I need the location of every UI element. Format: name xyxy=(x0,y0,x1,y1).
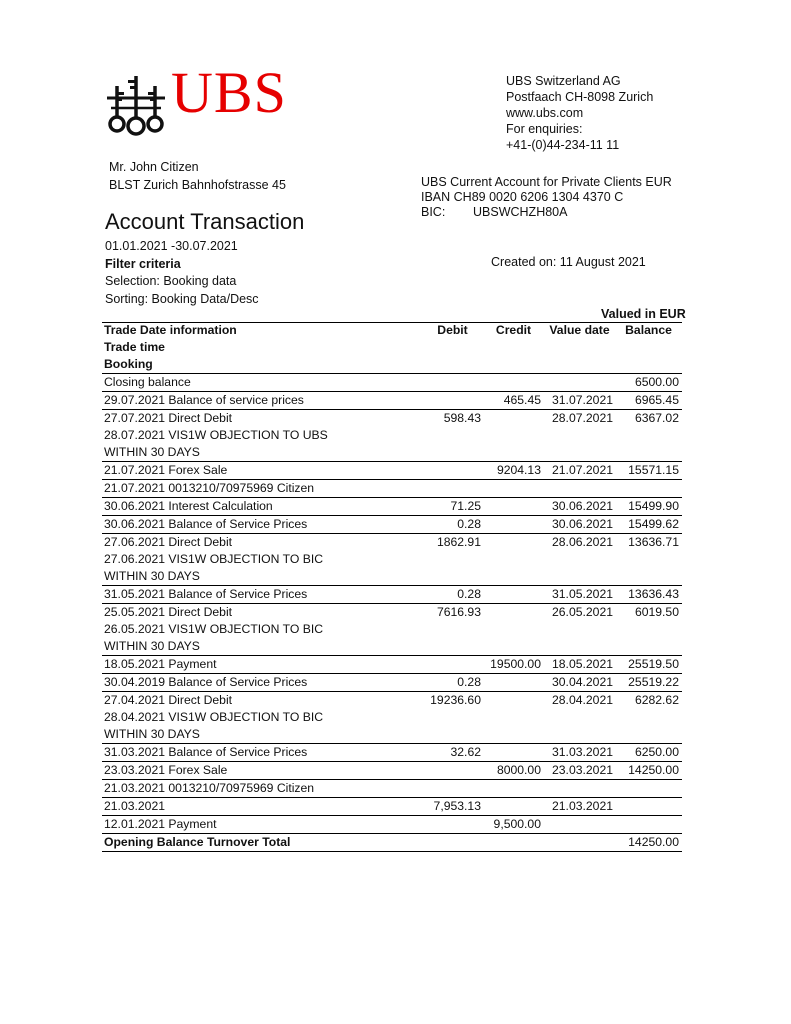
cell-description: 21.07.2021 Forex Sale xyxy=(102,462,422,480)
address-line: UBS Switzerland AG xyxy=(506,74,621,88)
account-name: UBS Current Account for Private Clients EUR xyxy=(421,175,672,189)
cell-value-date xyxy=(544,480,616,498)
header-row xyxy=(102,322,682,339)
table-row xyxy=(102,798,682,816)
cell-value-date xyxy=(544,621,616,638)
cell-debit xyxy=(422,444,484,462)
cell-value-date: 30.06.2021 xyxy=(544,498,616,516)
cell-balance xyxy=(616,798,682,816)
cell-balance xyxy=(616,621,682,638)
cell-debit xyxy=(422,726,484,744)
client-address: BLST Zurich Bahnhofstrasse 45 xyxy=(109,178,286,192)
cell-credit xyxy=(484,726,544,744)
cell-credit xyxy=(484,692,544,710)
header-balance: Balance xyxy=(625,323,672,337)
cell-description: 30.04.2019 Balance of Service Prices xyxy=(102,674,422,692)
cell-balance xyxy=(616,480,682,498)
header-desc: Booking xyxy=(104,357,153,371)
cell-value-date: 30.04.2021 xyxy=(544,674,616,692)
cell-balance xyxy=(616,816,682,834)
cell-value-date: 28.07.2021 xyxy=(544,410,616,428)
table-row xyxy=(102,762,682,780)
cell-debit xyxy=(422,834,484,852)
cell-balance xyxy=(616,568,682,586)
cell-description: 26.05.2021 VIS1W OBJECTION TO BIC xyxy=(104,622,324,636)
ubs-logo xyxy=(103,60,287,138)
cell-credit xyxy=(484,374,544,392)
cell-description: 28.04.2021 VIS1W OBJECTION TO BIC xyxy=(104,710,324,724)
cell-value-date: 21.07.2021 xyxy=(544,462,616,480)
cell-credit: 9204.13 xyxy=(484,462,544,480)
bic-value: UBSWCHZH80A xyxy=(473,205,568,219)
cell-credit xyxy=(484,444,544,462)
cell-balance: 14250.00 xyxy=(616,762,682,780)
address-line: Postfaach CH-8098 Zurich xyxy=(506,90,654,104)
cell-balance: 15499.62 xyxy=(616,516,682,534)
cell-credit: 9,500.00 xyxy=(484,816,544,834)
table-row xyxy=(102,534,682,552)
cell-value-date xyxy=(544,551,616,568)
logo-wordmark: UBS xyxy=(171,60,287,125)
cell-debit xyxy=(422,709,484,726)
address-line: For enquiries: xyxy=(506,122,583,136)
cell-balance: 6282.62 xyxy=(616,692,682,710)
cell-value-date xyxy=(544,834,616,852)
total-row xyxy=(102,834,682,852)
three-keys-icon xyxy=(103,68,169,138)
cell-credit xyxy=(484,498,544,516)
cell-balance: 25519.22 xyxy=(616,674,682,692)
table-row xyxy=(102,374,682,392)
cell-description: 23.03.2021 Forex Sale xyxy=(102,762,422,780)
cell-debit: 19236.60 xyxy=(422,692,484,710)
cell-debit xyxy=(422,638,484,656)
cell-balance: 14250.00 xyxy=(616,834,682,852)
address-line: www.ubs.com xyxy=(506,106,584,120)
account-bic xyxy=(421,205,672,220)
cell-description: 27.04.2021 Direct Debit xyxy=(102,692,422,710)
table-row xyxy=(102,604,682,622)
cell-value-date: 21.03.2021 xyxy=(544,798,616,816)
cell-value-date xyxy=(544,780,616,798)
cell-credit xyxy=(484,586,544,604)
cell-balance: 6019.50 xyxy=(616,604,682,622)
bank-address xyxy=(506,73,653,153)
cell-description: WITHIN 30 DAYS xyxy=(104,569,200,583)
cell-value-date xyxy=(544,726,616,744)
cell-debit xyxy=(422,568,484,586)
cell-balance: 6250.00 xyxy=(616,744,682,762)
cell-value-date: 26.05.2021 xyxy=(544,604,616,622)
cell-description: 25.05.2021 Direct Debit xyxy=(102,604,422,622)
cell-credit xyxy=(484,480,544,498)
table-row xyxy=(102,427,682,444)
table-row xyxy=(102,674,682,692)
header-credit: Credit xyxy=(495,323,532,337)
cell-description: 28.07.2021 VIS1W OBJECTION TO UBS xyxy=(104,428,328,442)
cell-debit: 1862.91 xyxy=(422,534,484,552)
table-row xyxy=(102,816,682,834)
cell-value-date: 18.05.2021 xyxy=(544,656,616,674)
cell-balance xyxy=(616,551,682,568)
cell-debit xyxy=(422,621,484,638)
cell-credit xyxy=(484,709,544,726)
cell-balance xyxy=(616,726,682,744)
cell-debit xyxy=(422,551,484,568)
table-row xyxy=(102,586,682,604)
cell-credit xyxy=(484,798,544,816)
cell-balance: 13636.71 xyxy=(616,534,682,552)
cell-debit: 0.28 xyxy=(422,516,484,534)
cell-debit xyxy=(422,462,484,480)
cell-description: 21.03.2021 xyxy=(102,798,422,816)
header-row xyxy=(102,339,682,356)
cell-description: Opening Balance Turnover Total xyxy=(102,834,422,852)
cell-debit xyxy=(422,780,484,798)
cell-debit xyxy=(422,656,484,674)
header-desc: Trade time xyxy=(104,340,165,354)
cell-credit xyxy=(484,621,544,638)
cell-description: 27.06.2021 Direct Debit xyxy=(102,534,422,552)
page-title: Account Transaction xyxy=(105,209,305,234)
header-row xyxy=(102,356,682,374)
cell-description: 31.03.2021 Balance of Service Prices xyxy=(102,744,422,762)
cell-description: WITHIN 30 DAYS xyxy=(104,639,200,653)
cell-description: 21.07.2021 0013210/70975969 Citizen xyxy=(102,480,422,498)
cell-credit xyxy=(484,744,544,762)
cell-value-date: 28.04.2021 xyxy=(544,692,616,710)
period: 01.01.2021 -30.07.2021 xyxy=(105,239,238,253)
cell-balance: 13636.43 xyxy=(616,586,682,604)
cell-debit xyxy=(422,427,484,444)
cell-balance: 15571.15 xyxy=(616,462,682,480)
cell-description: Closing balance xyxy=(102,374,422,392)
cell-balance xyxy=(616,427,682,444)
table-row xyxy=(102,744,682,762)
cell-description: WITHIN 30 DAYS xyxy=(104,727,200,741)
cell-value-date xyxy=(544,709,616,726)
cell-value-date: 31.07.2021 xyxy=(544,392,616,410)
cell-balance xyxy=(616,638,682,656)
cell-value-date: 31.03.2021 xyxy=(544,744,616,762)
cell-value-date xyxy=(544,444,616,462)
currency-note: Valued in EUR xyxy=(601,307,686,321)
cell-credit: 465.45 xyxy=(484,392,544,410)
table-row xyxy=(102,480,682,498)
cell-debit xyxy=(422,762,484,780)
cell-debit xyxy=(422,480,484,498)
table-row xyxy=(102,726,682,744)
table-row xyxy=(102,780,682,798)
cell-value-date: 28.06.2021 xyxy=(544,534,616,552)
cell-credit: 8000.00 xyxy=(484,762,544,780)
cell-value-date xyxy=(544,816,616,834)
statement-meta xyxy=(105,238,259,308)
table-row xyxy=(102,692,682,710)
table-row xyxy=(102,656,682,674)
transactions-body xyxy=(102,374,682,852)
account-iban: IBAN CH89 0020 6206 1304 4370 C xyxy=(421,190,624,204)
account-block xyxy=(421,175,672,220)
cell-balance: 6367.02 xyxy=(616,410,682,428)
cell-balance xyxy=(616,780,682,798)
cell-description: 31.05.2021 Balance of Service Prices xyxy=(102,586,422,604)
cell-debit: 32.62 xyxy=(422,744,484,762)
cell-credit xyxy=(484,516,544,534)
cell-balance: 6500.00 xyxy=(616,374,682,392)
cell-value-date xyxy=(544,568,616,586)
cell-debit: 0.28 xyxy=(422,586,484,604)
cell-value-date: 30.06.2021 xyxy=(544,516,616,534)
cell-credit xyxy=(484,534,544,552)
bic-label: BIC: xyxy=(421,205,446,219)
cell-value-date xyxy=(544,374,616,392)
cell-debit xyxy=(422,816,484,834)
cell-description: 27.06.2021 VIS1W OBJECTION TO BIC xyxy=(104,552,324,566)
cell-value-date: 31.05.2021 xyxy=(544,586,616,604)
table-row xyxy=(102,516,682,534)
cell-credit xyxy=(484,568,544,586)
table-row xyxy=(102,568,682,586)
cell-debit: 7,953.13 xyxy=(422,798,484,816)
cell-description: 27.07.2021 Direct Debit xyxy=(102,410,422,428)
cell-description: 30.06.2021 Interest Calculation xyxy=(102,498,422,516)
cell-debit xyxy=(422,392,484,410)
cell-description: 29.07.2021 Balance of service prices xyxy=(102,392,422,410)
cell-balance xyxy=(616,709,682,726)
cell-debit: 0.28 xyxy=(422,674,484,692)
cell-credit xyxy=(484,780,544,798)
table-row xyxy=(102,392,682,410)
selection: Selection: Booking data xyxy=(105,274,237,288)
cell-debit: 71.25 xyxy=(422,498,484,516)
cell-description: 12.01.2021 Payment xyxy=(102,816,422,834)
address-line: +41-(0)44-234-11 11 xyxy=(506,138,620,152)
cell-credit xyxy=(484,638,544,656)
header-desc: Trade Date information xyxy=(104,323,237,337)
client-block xyxy=(109,158,286,194)
cell-balance xyxy=(616,444,682,462)
cell-debit xyxy=(422,374,484,392)
table-row xyxy=(102,638,682,656)
filter-label: Filter criteria xyxy=(105,256,181,271)
cell-credit xyxy=(484,834,544,852)
created-date: Created on: 11 August 2021 xyxy=(491,255,646,269)
cell-credit xyxy=(484,427,544,444)
cell-balance: 6965.45 xyxy=(616,392,682,410)
table-row xyxy=(102,551,682,568)
cell-balance: 15499.90 xyxy=(616,498,682,516)
header-value-date: Value date xyxy=(549,323,610,337)
cell-description: WITHIN 30 DAYS xyxy=(104,445,200,459)
client-name: Mr. John Citizen xyxy=(109,160,199,174)
cell-credit xyxy=(484,674,544,692)
table-row xyxy=(102,410,682,428)
table-row xyxy=(102,444,682,462)
header-debit: Debit xyxy=(437,323,468,337)
cell-value-date xyxy=(544,427,616,444)
transactions-table xyxy=(102,322,682,852)
table-row xyxy=(102,462,682,480)
cell-debit: 598.43 xyxy=(422,410,484,428)
sorting: Sorting: Booking Data/Desc xyxy=(105,291,259,306)
cell-credit xyxy=(484,551,544,568)
cell-credit: 19500.00 xyxy=(484,656,544,674)
cell-credit xyxy=(484,410,544,428)
cell-value-date xyxy=(544,638,616,656)
cell-description: 30.06.2021 Balance of Service Prices xyxy=(102,516,422,534)
cell-balance: 25519.50 xyxy=(616,656,682,674)
cell-description: 21.03.2021 0013210/70975969 Citizen xyxy=(102,780,422,798)
table-row xyxy=(102,621,682,638)
cell-description: 18.05.2021 Payment xyxy=(102,656,422,674)
cell-value-date: 23.03.2021 xyxy=(544,762,616,780)
table-row xyxy=(102,498,682,516)
cell-credit xyxy=(484,604,544,622)
table-row xyxy=(102,709,682,726)
cell-debit: 7616.93 xyxy=(422,604,484,622)
